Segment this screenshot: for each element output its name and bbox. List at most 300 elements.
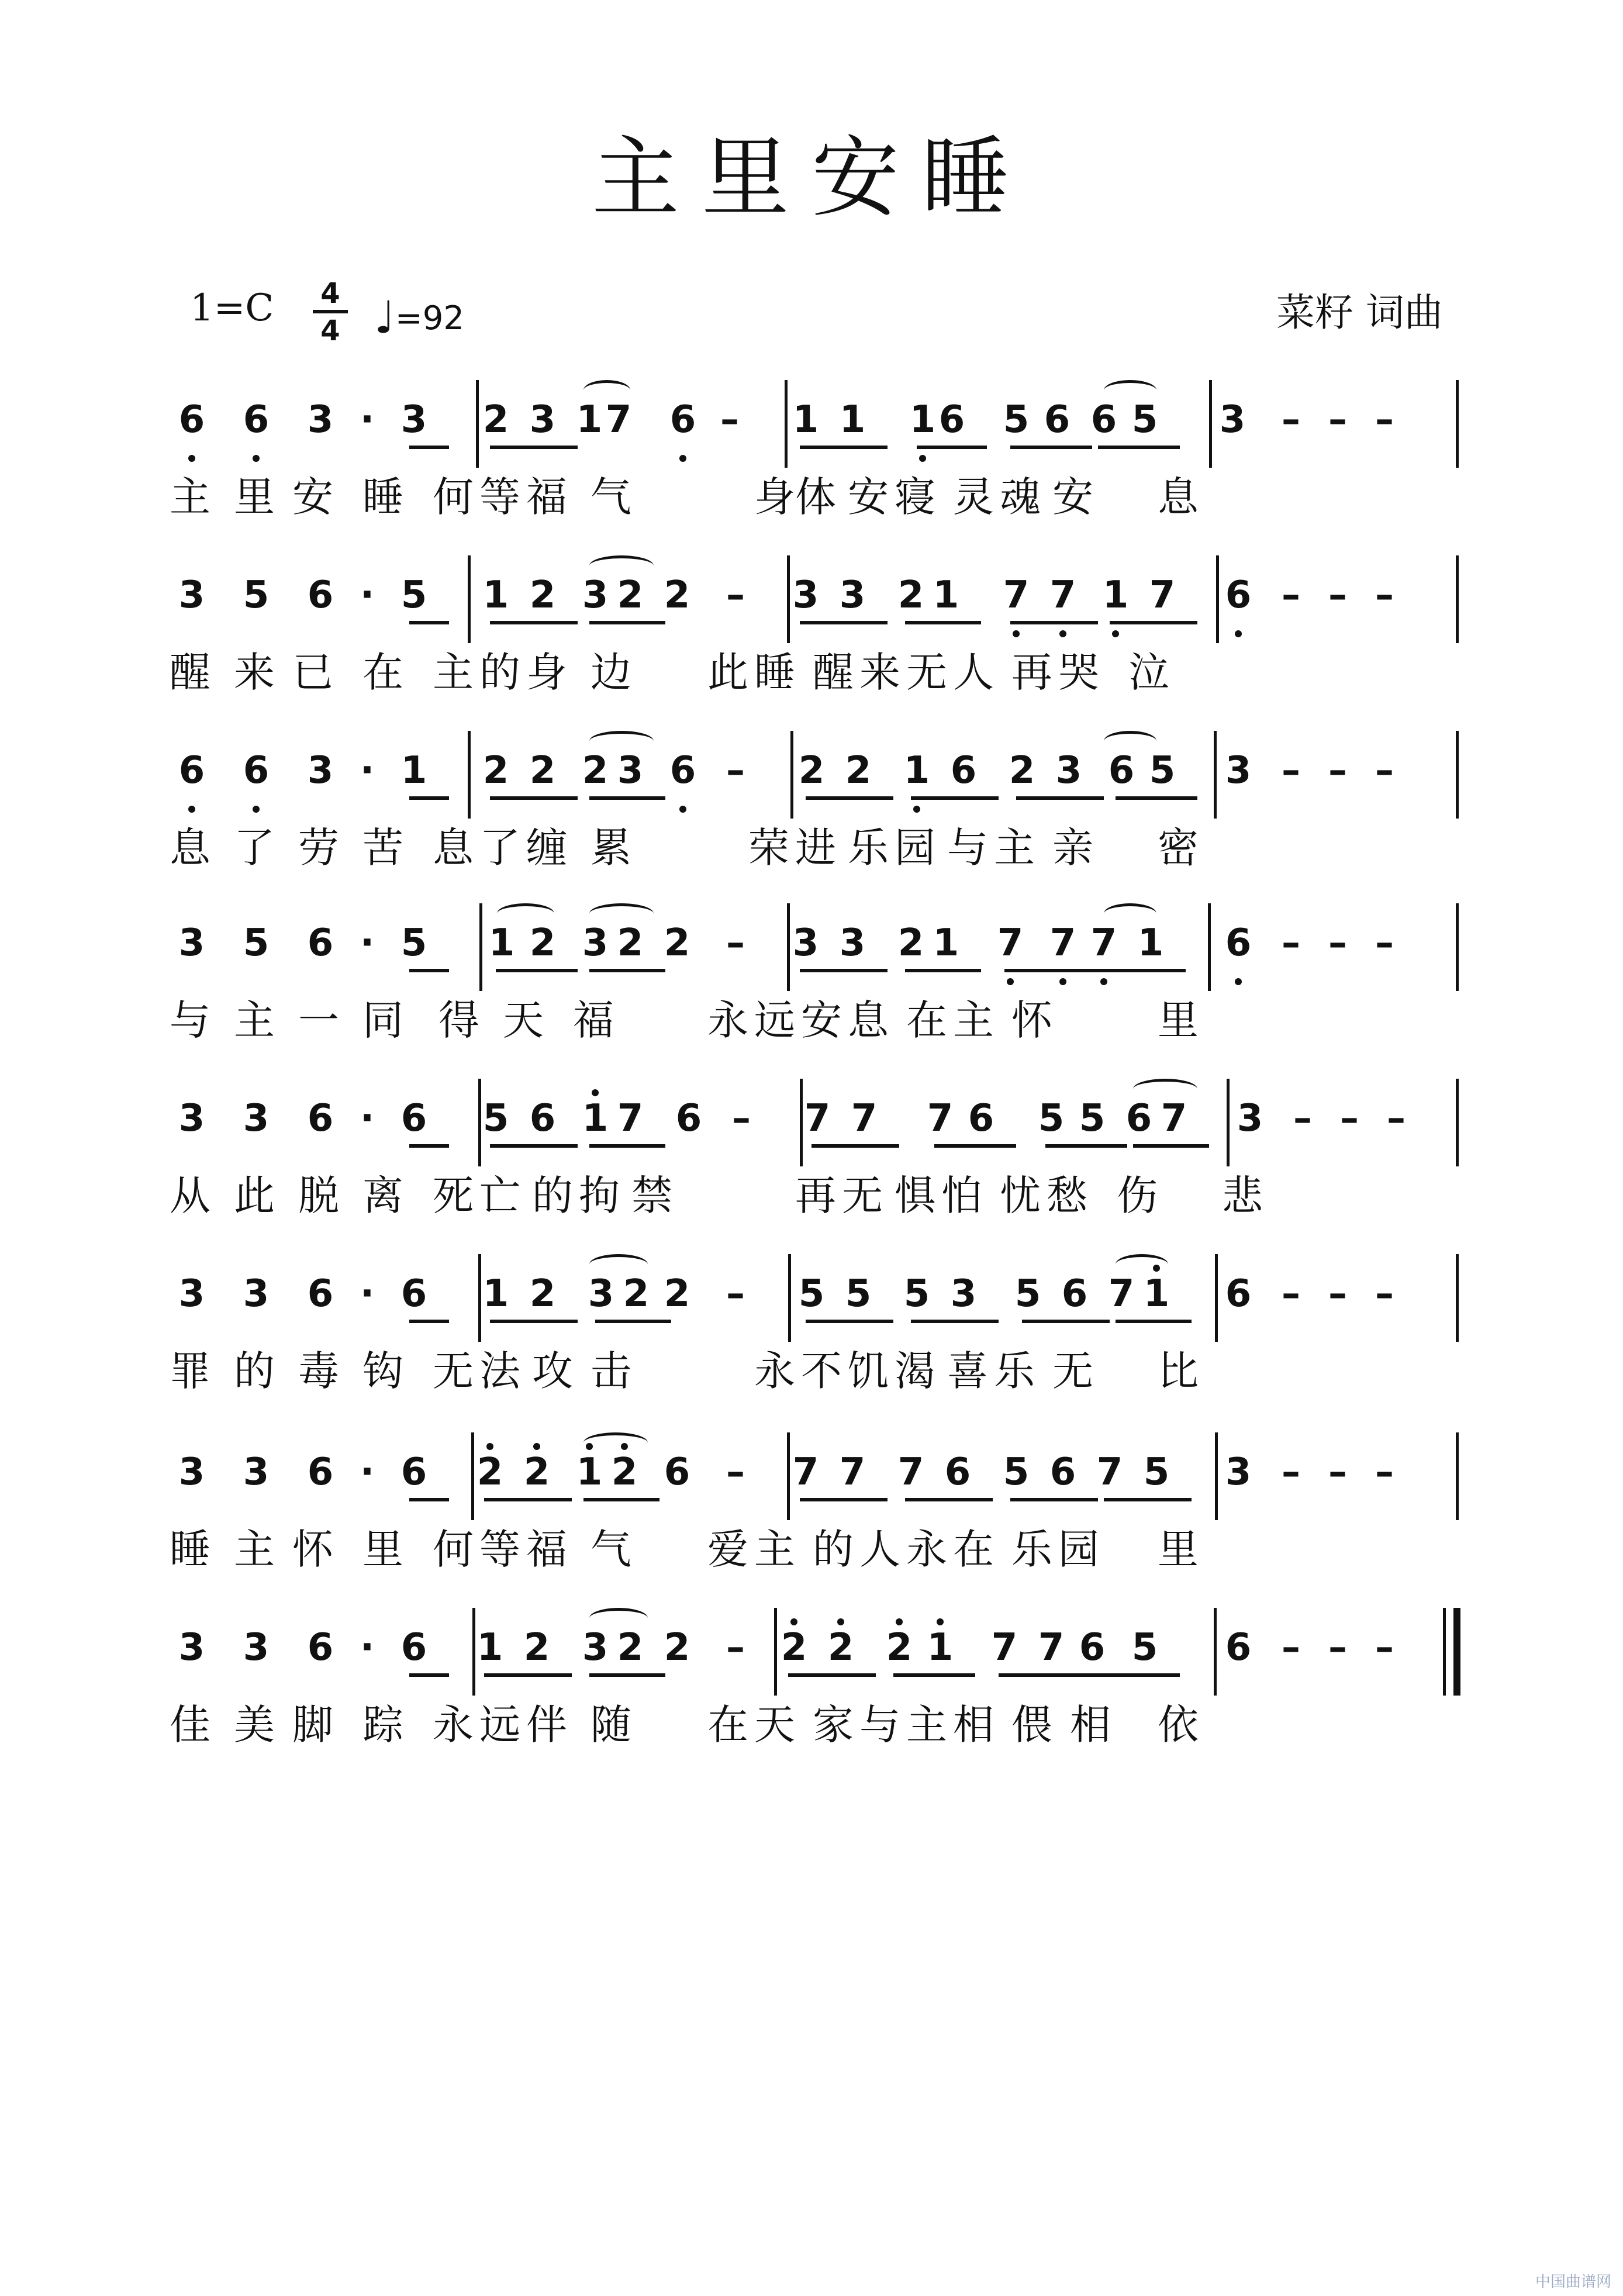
dash-extension: – [1375,1272,1394,1316]
note: 2 [897,574,924,617]
lyric-char: 主 [953,996,994,1044]
note: 7 [1049,574,1076,617]
lyric-char: 息 [170,824,210,872]
note: 6 [1044,398,1071,441]
lyric-char: 无 [1052,1347,1093,1395]
lyric-row [170,1701,1467,1754]
slur-arc [589,903,654,924]
eighth-note-underline [1010,446,1092,449]
dash-extension: – [720,398,739,441]
note: 3 [307,398,334,441]
score-line [170,555,1467,707]
eighth-note-underline [1086,1673,1180,1677]
dash-extension: – [1328,1626,1347,1669]
note: 6 [243,749,270,792]
eighth-note-underline [589,796,665,800]
lyric-char: 相 [1070,1701,1111,1749]
eighth-note-underline [589,1673,665,1677]
lyric-char: 睡 [754,648,795,696]
note-row [170,555,1467,643]
note: 2 [529,1272,556,1316]
lyric-char: 缠 [526,824,567,872]
lyric-char: 在 [906,996,947,1044]
note: 2 [529,749,556,792]
lower-octave-dot [913,806,920,813]
note: 7 [991,1626,1018,1669]
lyric-row [170,649,1467,702]
note: 6 [1108,749,1135,792]
note: 6 [1079,1626,1106,1669]
note: 6 [944,1451,971,1494]
note: 5 [482,1097,509,1140]
lyric-char: 在 [707,1701,748,1749]
watermark-logo: 中国曲谱网 [1535,2273,1611,2291]
slur-arc [589,555,654,576]
slur-arc [497,903,554,924]
note: 2 [523,1626,550,1669]
dash-extension: – [1375,1451,1394,1494]
lyric-char: 福 [573,996,614,1044]
lyric-char: 毒 [298,1347,339,1395]
lyric-char: 身 [754,473,795,521]
lyric-char: 无 [433,1347,474,1395]
barline [1456,1432,1459,1520]
lyric-char: 死 [433,1172,474,1220]
note: 3 [243,1451,270,1494]
lyric-char: 等 [479,473,520,521]
lyric-char: 踪 [362,1701,403,1749]
dash-extension: – [1375,398,1394,441]
eighth-note-underline [409,796,449,800]
lyric-char: 天 [503,996,544,1044]
note: 7 [897,1451,924,1494]
upper-octave-dot [896,1618,903,1625]
lyric-char: 魂 [1000,473,1041,521]
barline [1456,555,1459,643]
eighth-note-underline [911,1320,999,1323]
eighth-note-underline [595,1320,671,1323]
lyric-char: 安 [292,473,333,521]
lyric-char: 忧 [1000,1172,1041,1220]
note: 2 [798,749,825,792]
note: 2 [617,1626,644,1669]
lyric-char: 的 [532,1172,573,1220]
lyric-char: 了 [234,824,275,872]
note: 3 [1219,398,1246,441]
lyric-char: 美 [234,1701,275,1749]
lyric-char: 亡 [479,1172,520,1220]
note: 7 [1049,921,1076,965]
note: 6 [669,398,696,441]
note-row [170,1432,1467,1520]
eighth-note-underline [409,621,449,624]
lyric-char: 拘 [579,1172,620,1220]
note: 3 [178,1272,205,1316]
dash-extension: – [1328,1272,1347,1316]
lyric-char: 远 [479,1701,520,1749]
slur-arc [589,1254,648,1275]
eighth-note-underline [1010,1498,1098,1501]
eighth-note-underline [905,969,981,972]
note: 3 [582,921,609,965]
note: 3 [839,574,866,617]
lyric-char: 劳 [298,824,339,872]
lyric-char: 悲 [1222,1172,1263,1220]
note: 2 [664,921,690,965]
dash-extension: – [1340,1097,1359,1140]
slur-arc [1104,380,1156,400]
dash-extension: – [1282,1451,1300,1494]
note: 5 [243,574,270,617]
lyric-char: 偎 [1011,1701,1052,1749]
note: 6 [968,1097,994,1140]
note: 5 [1131,1626,1158,1669]
note: 3 [529,398,556,441]
barline [1456,1079,1459,1166]
note: 1 [1143,1272,1170,1316]
eighth-note-underline [893,1673,975,1677]
lyric-char: 里 [1158,1525,1199,1573]
note: 3 [839,921,866,965]
key-signature: 1=C [190,286,274,330]
note: 1 [792,398,819,441]
lyric-char: 永 [707,996,748,1044]
note: 3 [582,574,609,617]
note: 2 [523,1451,550,1494]
lyric-char: 何 [433,1525,474,1573]
note: 3 [1225,1451,1252,1494]
note: 3 [243,1272,270,1316]
lyric-char: 乐 [1011,1525,1052,1573]
lyric-char: 等 [479,1525,520,1573]
note: 6 [675,1097,702,1140]
note: 2 [529,574,556,617]
lyric-char: 惧 [895,1172,935,1220]
eighth-note-underline [409,1320,449,1323]
note: 5 [1131,398,1158,441]
note: 3 [178,1451,205,1494]
note: 5 [243,921,270,965]
lyric-char: 脚 [292,1701,333,1749]
note: 3 [307,749,334,792]
barline [1214,1608,1217,1696]
note: 6 [1225,1272,1252,1316]
eighth-note-underline [490,796,578,800]
lyric-char: 体 [795,473,836,521]
lyric-char: 佳 [170,1701,210,1749]
note: 1 [903,749,930,792]
lyric-char: 灵 [953,473,994,521]
lyric-char: 泣 [1128,648,1169,696]
note: 3 [178,1097,205,1140]
note: 2 [1009,749,1035,792]
slur-arc [1133,1079,1197,1099]
lyric-char: 苦 [362,824,403,872]
note: 2 [529,921,556,965]
lyric-char: 渴 [895,1347,935,1395]
note-row [170,731,1467,819]
eighth-note-underline [1116,796,1197,800]
lyric-char: 来 [234,648,275,696]
lyric-char: 愁 [1047,1172,1087,1220]
lyric-char: 安 [848,473,889,521]
dash-extension: – [726,1626,745,1669]
lower-octave-dot [1235,630,1242,637]
note: 7 [605,398,632,441]
eighth-note-underline [490,621,578,624]
note: 1 [933,921,959,965]
note: 6 [243,398,270,441]
lyric-char: 攻 [532,1347,573,1395]
note: 3 [178,1626,205,1669]
eighth-note-underline [1110,621,1197,624]
lyric-char: 随 [591,1701,631,1749]
lyric-char: 乐 [994,1347,1035,1395]
note: 1 [1137,921,1164,965]
lower-octave-dot [1059,978,1066,985]
slur-arc [583,380,630,400]
note-row [170,903,1467,991]
lyric-row [170,997,1467,1049]
barline [1456,731,1459,819]
lyric-char: 主 [433,648,474,696]
note: 7 [851,1097,878,1140]
lyric-char: 法 [479,1347,520,1395]
note: 1 [488,921,515,965]
note: 6 [1061,1272,1088,1316]
eighth-note-underline [1133,1144,1209,1148]
lyric-char: 来 [859,648,900,696]
note: 5 [1003,398,1030,441]
lyric-char: 主 [234,1525,275,1573]
eighth-note-underline [409,1498,449,1501]
dash-extension: – [1375,921,1394,965]
barline [479,903,482,991]
note: 7 [804,1097,831,1140]
note: 6 [178,398,205,441]
note: 7 [1038,1626,1065,1669]
score-line [170,731,1467,883]
time-signature-numerator: 4 [320,277,340,310]
slur-arc [1104,903,1156,924]
augmentation-dot: · [360,1451,375,1494]
eighth-note-underline [1104,1498,1192,1501]
note: 5 [1149,749,1176,792]
lyric-char: 天 [754,1701,795,1749]
note: 1 [839,398,866,441]
augmentation-dot: · [360,398,375,441]
lyric-char: 无 [906,648,947,696]
barline [468,731,471,819]
note: 7 [1096,1451,1123,1494]
note: 1 [476,1626,503,1669]
lyric-char: 此 [234,1172,275,1220]
note: 2 [617,921,644,965]
barline [1456,1254,1459,1342]
note: 2 [623,1272,650,1316]
lyric-char: 一 [298,996,339,1044]
barline [1215,1254,1218,1342]
lyric-char: 安 [1052,473,1093,521]
note: 6 [307,1451,334,1494]
eighth-note-underline [905,621,981,624]
note: 7 [617,1097,644,1140]
lyric-char: 睡 [362,473,403,521]
lower-octave-dot [1013,630,1020,637]
lyric-char: 已 [292,648,333,696]
note: 6 [400,1272,427,1316]
eighth-note-underline [800,969,888,972]
dash-extension: – [1328,921,1347,965]
note: 2 [781,1626,807,1669]
note: 2 [482,749,509,792]
eighth-note-underline [800,621,888,624]
note: 3 [400,398,427,441]
eighth-note-underline [917,446,987,449]
dash-extension: – [1328,1451,1347,1494]
time-signature-denominator: 4 [320,315,340,347]
note: 2 [845,749,872,792]
lyric-row [170,1172,1467,1225]
dash-extension: – [1328,749,1347,792]
lyric-char: 哭 [1058,648,1099,696]
lyric-char: 里 [1158,996,1199,1044]
eighth-note-underline [490,1320,578,1323]
dash-extension: – [1282,398,1300,441]
lyric-char: 与 [170,996,210,1044]
upper-octave-dot [486,1443,493,1450]
note: 1 [400,749,427,792]
dash-extension: – [1282,1272,1300,1316]
lyric-char: 怀 [292,1525,333,1573]
eighth-note-underline [490,1144,578,1148]
lyric-char: 伤 [1117,1172,1158,1220]
dash-extension: – [1282,749,1300,792]
final-barline-thin [1443,1608,1446,1696]
note: 1 [576,398,603,441]
dash-extension: – [726,749,745,792]
note: 3 [588,1272,614,1316]
lyric-char: 福 [526,1525,567,1573]
eighth-note-underline [409,1673,449,1677]
note: 2 [664,574,690,617]
augmentation-dot: · [360,1626,375,1669]
note: 2 [886,1626,913,1669]
tempo-value: =92 [395,299,465,337]
lyric-char: 与 [947,824,988,872]
lyric-char: 气 [591,473,631,521]
note: 6 [1225,574,1252,617]
lyric-row [170,824,1467,877]
lower-octave-dot [919,455,926,462]
lyric-char: 主 [234,996,275,1044]
lyric-char: 寝 [895,473,935,521]
note: 7 [997,921,1024,965]
note: 2 [482,398,509,441]
lyric-char: 何 [433,473,474,521]
note: 2 [611,1451,638,1494]
note: 7 [1108,1272,1135,1316]
note: 2 [476,1451,503,1494]
lyric-char: 伴 [526,1701,567,1749]
note-row [170,380,1467,468]
lyric-char: 在 [362,648,403,696]
note: 6 [400,1097,427,1140]
barline [785,380,788,468]
lyric-char: 的 [813,1525,854,1573]
eighth-note-underline [911,796,999,800]
lyric-char: 边 [591,648,631,696]
composer-credit: 菜籽 词曲 [1276,290,1443,335]
upper-octave-dot [837,1618,844,1625]
lyric-char: 主 [170,473,210,521]
lyric-char: 比 [1158,1347,1199,1395]
lyric-char: 永 [754,1347,795,1395]
note: 5 [400,921,427,965]
lyric-char: 相 [953,1701,994,1749]
eighth-note-underline [409,446,449,449]
lower-octave-dot [679,806,686,813]
lyric-char: 与 [859,1701,900,1749]
note: 7 [839,1451,866,1494]
lyric-char: 家 [813,1701,854,1749]
note-row [170,1079,1467,1166]
augmentation-dot: · [360,749,375,792]
note: 3 [617,749,644,792]
note: 5 [1079,1097,1106,1140]
note: 3 [792,574,819,617]
note: 7 [1090,921,1117,965]
lyric-char: 不 [801,1347,842,1395]
note: 1 [582,1097,609,1140]
dash-extension: – [1293,1097,1312,1140]
song-title: 主里安睡 [591,127,1031,229]
lyric-char: 钩 [362,1347,403,1395]
eighth-note-underline [589,1144,665,1148]
lyric-char: 福 [526,473,567,521]
dash-extension: – [1375,1626,1394,1669]
lyric-char: 主 [754,1525,795,1573]
dash-extension: – [1282,1626,1300,1669]
lyric-char: 再 [795,1172,836,1220]
lyric-char: 乐 [848,824,889,872]
lyric-char: 人 [953,648,994,696]
lyric-char: 密 [1158,824,1199,872]
eighth-note-underline [589,969,665,972]
lyric-char: 醒 [813,648,854,696]
lyric-char: 依 [1158,1701,1199,1749]
note: 3 [1225,749,1252,792]
note: 6 [400,1626,427,1669]
eighth-note-underline [1098,969,1186,972]
note-row [170,1608,1467,1696]
lyric-char: 园 [895,824,935,872]
note: 3 [243,1626,270,1669]
lyric-char: 爱 [707,1525,748,1573]
lyric-char: 了 [479,824,520,872]
lyric-char: 永 [906,1525,947,1573]
quarter-note-icon: ♩ [374,291,395,343]
note: 5 [798,1272,825,1316]
score-line [170,380,1467,532]
note: 2 [897,921,924,965]
barline [788,1254,791,1342]
eighth-note-underline [583,1498,659,1501]
lyric-char: 主 [906,1701,947,1749]
lyric-char: 饥 [848,1347,889,1395]
upper-octave-dot [790,1618,797,1625]
note: 1 [482,574,509,617]
